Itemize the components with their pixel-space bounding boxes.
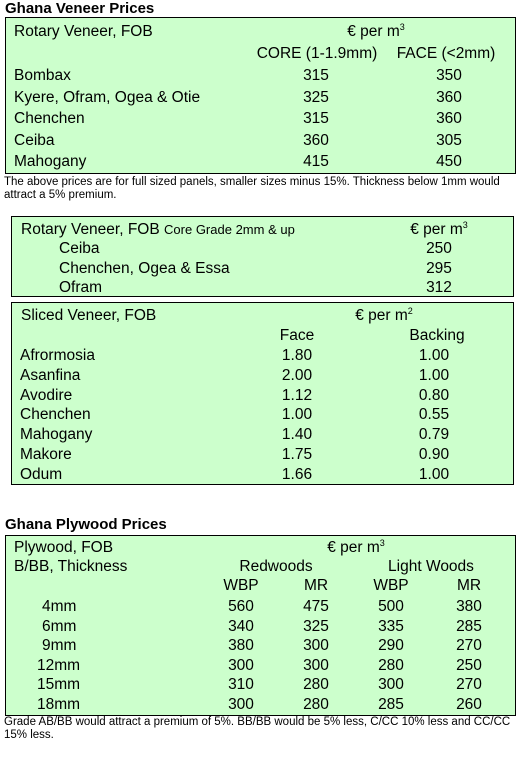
backing-price: 0.90 [418,445,450,463]
sliced-rows [12,346,513,485]
table-row [12,346,513,366]
plywood-rows [6,597,515,715]
plywood-col-mr: MR [456,577,482,594]
face-price: 1.80 [281,347,313,364]
backing-price: 1.00 [418,366,450,384]
light-mr-price: 285 [456,617,482,635]
core-grade-price: 250 [426,240,452,257]
species-name: Asanfina [20,366,81,384]
backing-price: 0.55 [418,406,450,424]
species-name: Chenchen, Ogea & Essa [59,259,230,277]
species-name: Odum [20,465,63,483]
sliced-col-face: Face [279,327,315,344]
plywood-table [5,535,516,716]
light-mr-price: 380 [456,598,482,615]
species-name: Bombax [14,67,71,84]
core-grade-rows [12,239,513,298]
species-name: Ofram [59,279,103,296]
species-name: Kyere, Ofram, Ogea & Otie [14,88,201,106]
core-grade-price: 295 [426,259,452,277]
red-mr-price: 280 [303,676,329,694]
thickness: 9mm [42,637,77,655]
plywood-col-wbp: WBP [223,577,259,594]
rotary-col-core: CORE (1-1.9mm) [256,45,378,62]
plywood-title: Ghana Plywood Prices [5,516,167,533]
species-name: Afrormosia [20,347,95,364]
table-row [12,259,513,279]
table-row [6,131,515,153]
table-row [12,278,513,298]
thickness: 18mm [37,695,81,713]
light-mr-price: 250 [456,656,482,674]
face-price: 360 [436,88,462,106]
backing-price: 0.80 [418,386,450,404]
face-price: 1.12 [281,386,313,404]
red-wbp-price: 310 [228,676,254,694]
species-name: Chenchen [14,110,85,127]
plywood-group-redwoods: Redwoods [239,558,313,575]
face-price: 1.66 [281,465,313,483]
sliced-veneer-table [11,302,514,485]
face-price: 360 [436,110,462,127]
thickness: 6mm [42,617,77,635]
species-name: Chenchen [20,406,91,424]
plywood-col-wbp: WBP [373,577,409,594]
rotary-unit: € per $m^3$ [347,21,405,40]
core-grade-price: 312 [426,279,452,296]
species-name: Ceiba [14,131,55,149]
core-price: 415 [303,153,329,170]
red-wbp-price: 300 [228,695,254,713]
light-wbp-price: 500 [378,598,404,615]
face-price: 450 [436,153,462,170]
light-mr-price: 260 [456,695,482,713]
rotary-rows [6,66,515,174]
sliced-col-backing: Backing [409,327,465,344]
red-mr-price: 325 [303,617,329,635]
face-price: 2.00 [281,366,313,384]
species-name: Mahogany [14,153,87,170]
light-wbp-price: 335 [378,617,404,635]
red-wbp-price: 300 [228,656,254,674]
plywood-group-lightwoods: Light Woods [388,558,474,575]
rotary-note: The above prices are for full sized panels, smaller sizes minus 15%. Thickness below 1mm would attract a 5% premium. [4,176,500,201]
light-mr-price: 270 [456,676,482,694]
core-price: 360 [303,131,329,149]
face-price: 1.40 [281,426,313,444]
light-mr-price: 270 [456,637,482,655]
core-grade-unit: € per $m^3$ [410,219,468,238]
species-name: Avodire [20,386,73,404]
table-row [12,465,513,485]
core-price: 325 [303,88,329,106]
table-row [6,656,515,676]
table-row [12,239,513,259]
table-row [6,66,515,88]
thickness: 4mm [42,598,77,615]
table-row [6,597,515,617]
table-row [12,366,513,386]
core-grade-label: Rotary Veneer, FOB Core Grade 2mm & up [21,221,295,238]
rotary-veneer-table [5,17,516,174]
table-row [12,386,513,406]
light-wbp-price: 280 [378,656,404,674]
table-row [12,425,513,445]
red-mr-price: 300 [303,656,329,674]
light-wbp-price: 300 [378,676,404,694]
red-wbp-price: 380 [228,637,254,655]
face-price: 1.75 [281,445,313,463]
backing-price: 1.00 [418,347,450,364]
plywood-col-mr: MR [303,577,329,594]
table-row [12,445,513,465]
sliced-unit: € per $m^2$ [355,305,413,324]
table-row [6,88,515,110]
table-row [12,405,513,425]
core-grade-table [11,216,514,297]
plywood-unit: € per $m^3$ [327,537,385,556]
red-mr-price: 280 [303,695,329,713]
sliced-label: Sliced Veneer, FOB [21,307,157,324]
table-row [6,636,515,656]
red-wbp-price: 560 [228,598,254,615]
core-price: 315 [303,67,329,84]
plywood-label: Plywood, FOB [14,539,114,556]
face-price: 305 [436,131,462,149]
table-row [6,152,515,174]
table-row [6,675,515,695]
light-wbp-price: 290 [378,637,404,655]
thickness: 15mm [37,676,81,694]
light-wbp-price: 285 [378,695,404,713]
table-row [6,695,515,715]
face-price: 350 [436,67,462,84]
thickness: 12mm [37,656,81,674]
species-name: Mahogany [20,426,93,444]
red-mr-price: 475 [303,598,329,615]
rotary-label: Rotary Veneer, FOB [14,23,153,40]
face-price: 1.00 [281,406,313,424]
plywood-note: Grade AB/BB would attract a premium of 5%. BB/BB would be 5% less, C/CC 10% less and CC/CC 15% less. [4,716,511,741]
red-mr-price: 300 [303,637,329,655]
backing-price: 1.00 [418,465,450,483]
veneer-title: Ghana Veneer Prices [5,0,155,17]
core-price: 315 [303,110,329,127]
table-row [6,617,515,637]
species-name: Makore [20,445,72,463]
plywood-sublabel: B/BB, Thickness [14,558,128,575]
table-row [6,109,515,131]
species-name: Ceiba [59,240,100,257]
backing-price: 0.79 [418,426,450,444]
red-wbp-price: 340 [228,617,254,635]
rotary-col-face: FACE (<2mm) [396,45,496,62]
